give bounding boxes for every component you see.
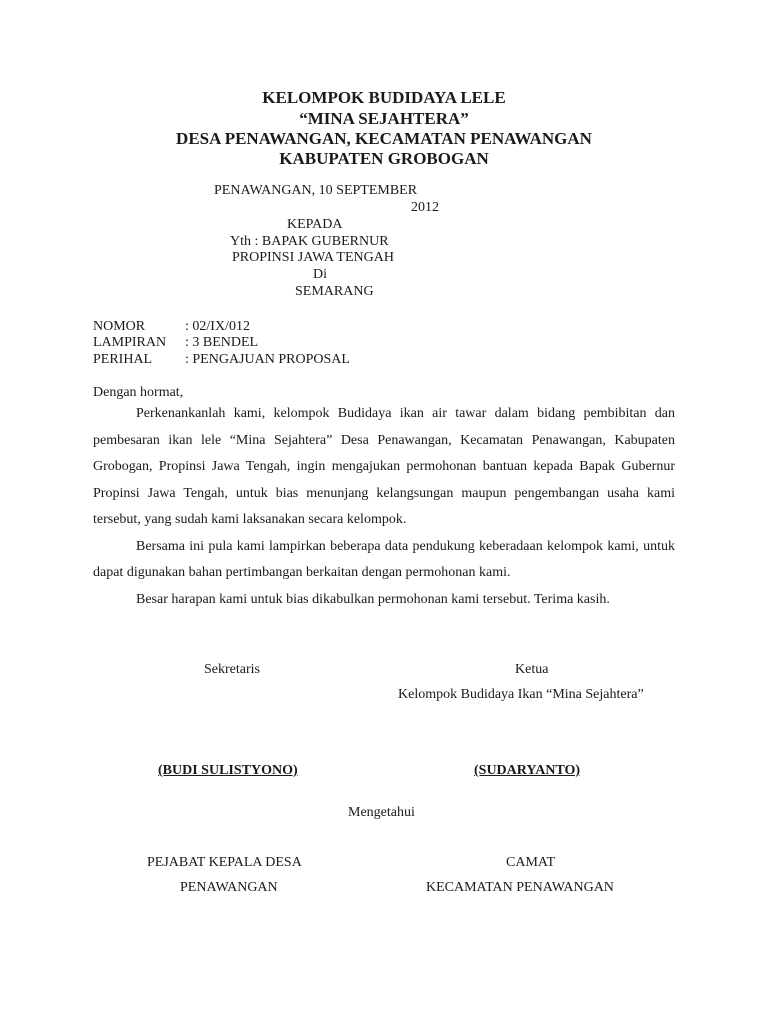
body-paragraph-3: Besar harapan kami untuk bias dikabulkan permohonan kami tersebut. Terima kasih. xyxy=(136,591,610,607)
greeting: Dengan hormat, xyxy=(93,385,184,400)
village-head-place: PENAWANGAN xyxy=(180,880,278,895)
acknowledged-label: Mengetahui xyxy=(348,805,415,820)
district-head-title: CAMAT xyxy=(506,855,556,870)
letterhead-group-name: “MINA SEJAHTERA” xyxy=(299,109,469,128)
district-head-place: KECAMATAN PENAWANGAN xyxy=(426,880,614,895)
secretary-name: (BUDI SULISTYONO) xyxy=(158,763,298,778)
chairman-organization: Kelompok Budidaya Ikan “Mina Sejahtera” xyxy=(398,687,644,702)
chairman-title: Ketua xyxy=(515,662,549,677)
body-paragraph-2: Bersama ini pula kami lampirkan beberapa data pendukung keberadaan kelompok kami, untuk dapat digunakan bahan pertimbangan berkaitan dengan permohonan kami. xyxy=(93,538,675,580)
secretary-title: Sekretaris xyxy=(204,662,260,677)
meta-lampiran-label: LAMPIRAN xyxy=(93,335,167,350)
letter-date: PENAWANGAN, 10 SEPTEMBER xyxy=(214,183,418,198)
meta-nomor xyxy=(93,318,250,335)
recipient-at: Di xyxy=(313,267,327,282)
meta-perihal xyxy=(93,351,350,368)
meta-perihal-label: PERIHAL xyxy=(93,352,153,367)
meta-nomor-label: NOMOR xyxy=(93,319,146,334)
recipient-city: SEMARANG xyxy=(295,284,374,299)
body-paragraph-1: Perkenankanlah kami, kelompok Budidaya ikan air tawar dalam bidang pembibitan dan pembesaran ikan lele “Mina Sejahtera” Desa Penawangan, Kecamatan Penawangan, Kabupaten Grobogan, Propinsi Jawa Tengah, ingin mengajukan permohonan bantuan kepada Bapak Gubernur Propinsi Jawa Tengah, untuk bias menunjang kelangsungan maupun pengembangan usaha kami tersebut, yang sudah kami laksanakan secara kelompok. xyxy=(93,406,675,527)
letter-date-year: 2012 xyxy=(411,200,439,215)
meta-perihal-value: : PENGAJUAN PROPOSAL xyxy=(185,352,350,367)
meta-nomor-value: : 02/IX/012 xyxy=(185,319,250,334)
meta-lampiran-value: : 3 BENDEL xyxy=(185,335,259,350)
recipient-office: PROPINSI JAWA TENGAH xyxy=(232,250,394,265)
village-head-title: PEJABAT KEPALA DESA xyxy=(147,855,302,870)
letterhead-regency: KABUPATEN GROBOGAN xyxy=(279,149,489,168)
meta-lampiran xyxy=(93,334,258,351)
letter-body xyxy=(93,401,675,613)
letterhead-village: DESA PENAWANGAN, KECAMATAN PENAWANGAN xyxy=(176,129,592,148)
recipient-to: KEPADA xyxy=(287,217,343,232)
recipient-name: Yth : BAPAK GUBERNUR xyxy=(230,234,389,249)
letterhead-title: KELOMPOK BUDIDAYA LELE xyxy=(262,88,506,107)
chairman-name: (SUDARYANTO) xyxy=(474,763,581,778)
